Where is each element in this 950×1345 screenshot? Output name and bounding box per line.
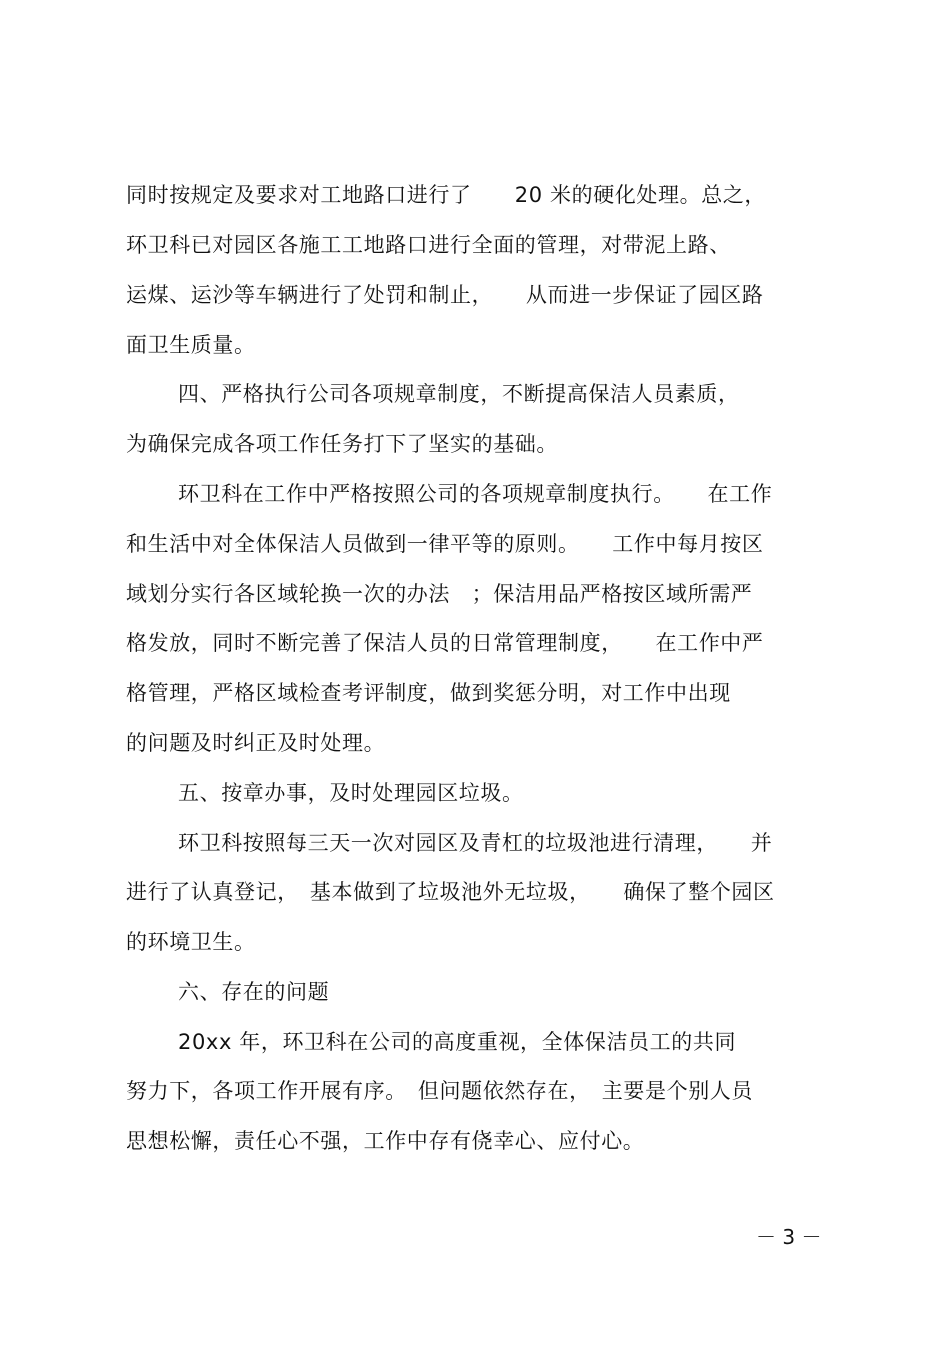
text-line-6: 为确保完成各项工作任务打下了坚实的基础。	[126, 432, 558, 456]
text-line-1: 同时按规定及要求对工地路口进行了 20 米的硬化处理。总之，	[126, 183, 766, 207]
text-line-12: 的问题及时纠正及时处理。	[126, 731, 386, 755]
text-line-20: 思想松懈，责任心不强，工作中存有侥幸心、应付心。	[126, 1129, 645, 1153]
text-line-11: 格管理，严格区域检查考评制度，做到奖惩分明，对工作中出现	[126, 681, 731, 705]
page-number: － 3 －	[756, 1225, 822, 1249]
text-line-14: 环卫科按照每三天一次对园区及青杠的垃圾池进行清理， 并	[178, 831, 773, 855]
text-line-3: 运煤、运沙等车辆进行了处罚和制止， 从而进一步保证了园区路	[126, 283, 764, 307]
text-line-19: 努力下，各项工作开展有序。 但问题依然存在， 主要是个别人员	[126, 1079, 753, 1103]
text-line-10: 格发放，同时不断完善了保洁人员的日常管理制度， 在工作中严	[126, 631, 764, 655]
text-line-18: 20xx 年，环卫科在公司的高度重视，全体保洁员工的共同	[178, 1030, 737, 1054]
text-line-2: 环卫科已对园区各施工工地路口进行全面的管理，对带泥上路、	[126, 233, 731, 257]
text-line-7: 环卫科在工作中严格按照公司的各项规章制度执行。 在工作	[178, 482, 773, 506]
section-heading-6: 六、存在的问题	[178, 980, 330, 1004]
text-line-16: 的环境卫生。	[126, 930, 256, 954]
text-line-4: 面卫生质量。	[126, 333, 256, 357]
text-line-15: 进行了认真登记， 基本做到了垃圾池外无垃圾， 确保了整个园区	[126, 880, 775, 904]
section-heading-4: 四、严格执行公司各项规章制度，不断提高保洁人员素质，	[178, 382, 740, 406]
text-line-8: 和生活中对全体保洁人员做到一律平等的原则。 工作中每月按区	[126, 532, 764, 556]
text-line-9: 域划分实行各区域轮换一次的办法 ；保洁用品严格按区域所需严	[126, 582, 753, 606]
section-heading-5: 五、按章办事，及时处理园区垃圾。	[178, 781, 524, 805]
